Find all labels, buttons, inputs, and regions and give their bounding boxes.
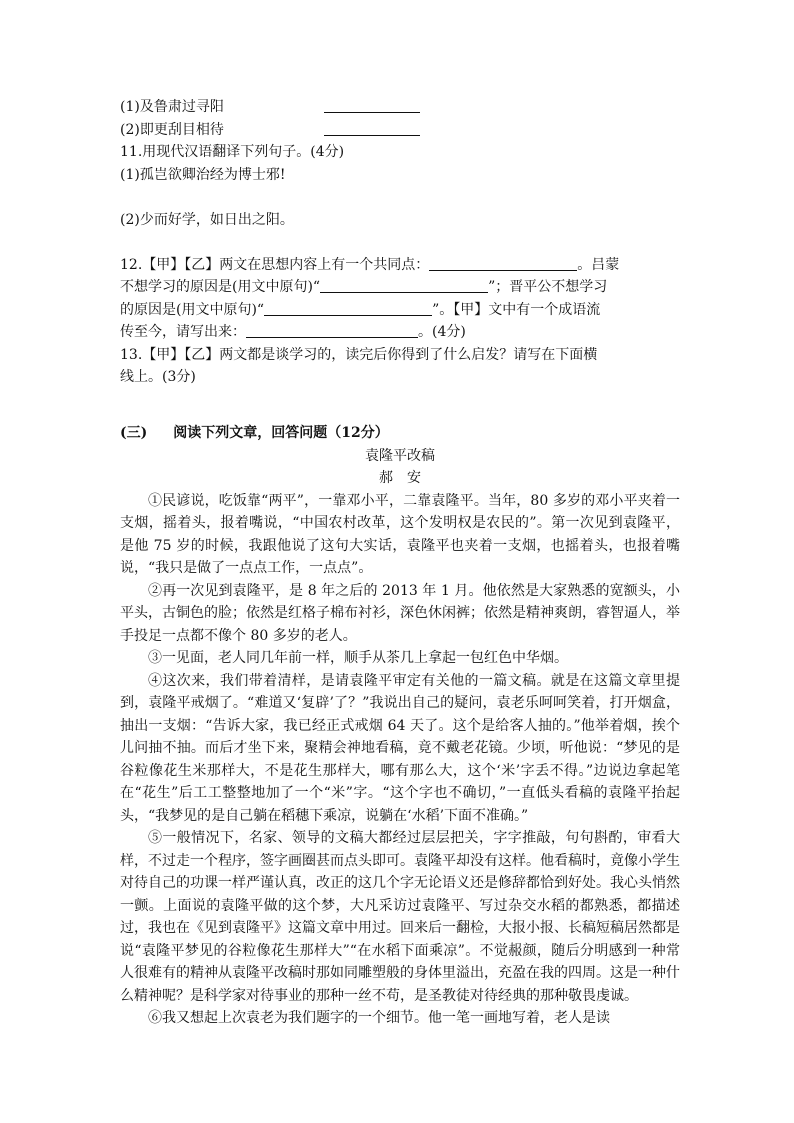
q12-text: 不想学习的原因是(用文中原句)“: [120, 279, 321, 295]
article-paragraph-5: ⑤一般情况下，名家、领导的文稿大都经过层层把关，字字推敲，句句斟酌，审看大样，不过走一个程序，签字画圈甚而点头即可。袁隆平却没有这样。他看稿时，竟像小学生对待自己的功课一样严谨认真，改正的这几个字无论语义还是修辞都恰到好处。我心头悄然一颤。上面说的袁隆平做的这个梦，大凡采访过袁隆平、写过杂交水稻的都熟悉，都描述过，我也在《见到袁隆平》这篇文章中用过。回来后一翻检，大报小报、长稿短稿居然都是说“袁隆平梦见的谷粒像花生那样大”“在水稻下面乘凉”。不觉赧颜，随后分明感到一种常人很难有的精神从袁隆平改稿时那如同雕塑般的身体里溢出，充盈在我的四周。这是一种什么精神呢？是科学家对待事业的那种一丝不苟，是圣教徒对待经典的那种敬畏虔诚。: [120, 830, 680, 1004]
q11-item-1: (1)孤岂欲卿治经为博士邪!: [120, 166, 286, 183]
article-paragraph-3: ③一见面，老人同几年前一样，顺手从茶几上拿起一包红色中华烟。: [148, 650, 568, 666]
q12-text: ”。【甲】文中有一个成语流: [432, 301, 601, 318]
q10-item-2-text: (2)即更刮目相待: [120, 121, 224, 138]
answer-blank[interactable]: [264, 299, 432, 316]
section-3-heading: [120, 422, 680, 445]
answer-blank[interactable]: [246, 321, 418, 338]
article-paragraph-4: ④这次来，我们带着清样，是请袁隆平审定有关他的一篇文稿。就是在这篇文章里提到，袁隆平戒烟了。“难道又‘复辟’了？”我说出自己的疑问，袁老乐呵呵笑着，打开烟盒，抽出一支烟：“告诉大家，我已经正式戒烟 64 天了。这个是给客人抽的。”他举着烟，挨个儿问抽不抽。而后才坐下来，聚精会神地看稿，竟不戴老花镜。少顷，听他说：“梦见的是谷粒像花生米那样大，不是花生那样大，哪有那么大，这个‘米’字丢不得。”边说边拿起笔在“花生”后工工整整地加了一个“米”字。“这个字也不确切，”一直低头看稿的袁隆平抬起头，“我梦见的是自己躺在稻穗下乘凉，说躺在‘水稻’下面不准确。”: [120, 672, 680, 824]
article-author: 郝 安: [379, 470, 421, 486]
q12-text: 。吕蒙: [577, 256, 620, 273]
section-instruction: 阅读下列文章，回答问题（12分）: [173, 425, 389, 441]
q12-text: ”；晋平公不想学习: [488, 279, 608, 295]
article-paragraph-1: ①民谚说，吃饭靠“两平”，一靠邓小平，二靠袁隆平。当年，80 多岁的邓小平夹着一支烟，摇着头，报着嘴说，“中国农村改革，这个发明权是农民的”。第一次见到袁隆平，是他 75 岁的时候，我跟他说了这句大实话，袁隆平也夹着一支烟，也摇着头，也报着嘴说，“我只是做了一点点工作，一点点”。: [120, 492, 680, 576]
q12-line-4: [120, 321, 680, 344]
answer-blank[interactable]: [324, 96, 420, 113]
q12-line-2: [120, 276, 680, 299]
q10-item-1-text: (1)及鲁肃过寻阳: [120, 99, 224, 115]
q11-item-2: (2)少而好学，如日出之阳。: [120, 211, 294, 228]
answer-blank[interactable]: [324, 119, 420, 136]
q12-line-1: [120, 254, 680, 277]
q12-line-3: [120, 299, 680, 322]
answer-space[interactable]: [120, 186, 680, 209]
q10-item-1: [120, 96, 680, 119]
exam-page: [120, 96, 680, 1030]
section-number: (三): [120, 425, 148, 441]
article-paragraph-6: ⑥我又想起上次袁老为我们题字的一个细节。他一笔一画地写着，老人是读: [148, 1010, 610, 1026]
answer-space[interactable]: [120, 231, 680, 254]
q12-text: 传至今，请写出来：: [120, 324, 246, 340]
article-paragraph-2: ②再一次见到袁隆平，是 8 年之后的 2013 年 1 月。他依然是大家熟悉的宽额头，小平头，古铜色的脸；依然是红格子棉布衬衫，深色休闲裤；依然是精神爽朗，睿智逼人，举手投足一点都不像个 80 多岁的老人。: [120, 582, 680, 644]
answer-blank[interactable]: [429, 254, 577, 271]
q12-text: 的原因是(用文中原句)“: [120, 301, 265, 318]
q13-line-2: 线上。(3分): [120, 369, 196, 385]
q13-line-1: 13.【甲】【乙】两文都是谈学习的，读完后你得到了什么启发？请写在下面横: [120, 346, 598, 363]
q12-text: 12.【甲】【乙】两文在思想内容上有一个共同点：: [120, 256, 430, 273]
q12-text: 。(4分): [418, 324, 466, 340]
answer-blank[interactable]: [320, 276, 488, 293]
article-title: 袁隆平改稿: [365, 447, 435, 464]
q11-stem: 11.用现代汉语翻译下列句子。(4分): [120, 144, 345, 160]
q10-item-2: [120, 119, 680, 142]
